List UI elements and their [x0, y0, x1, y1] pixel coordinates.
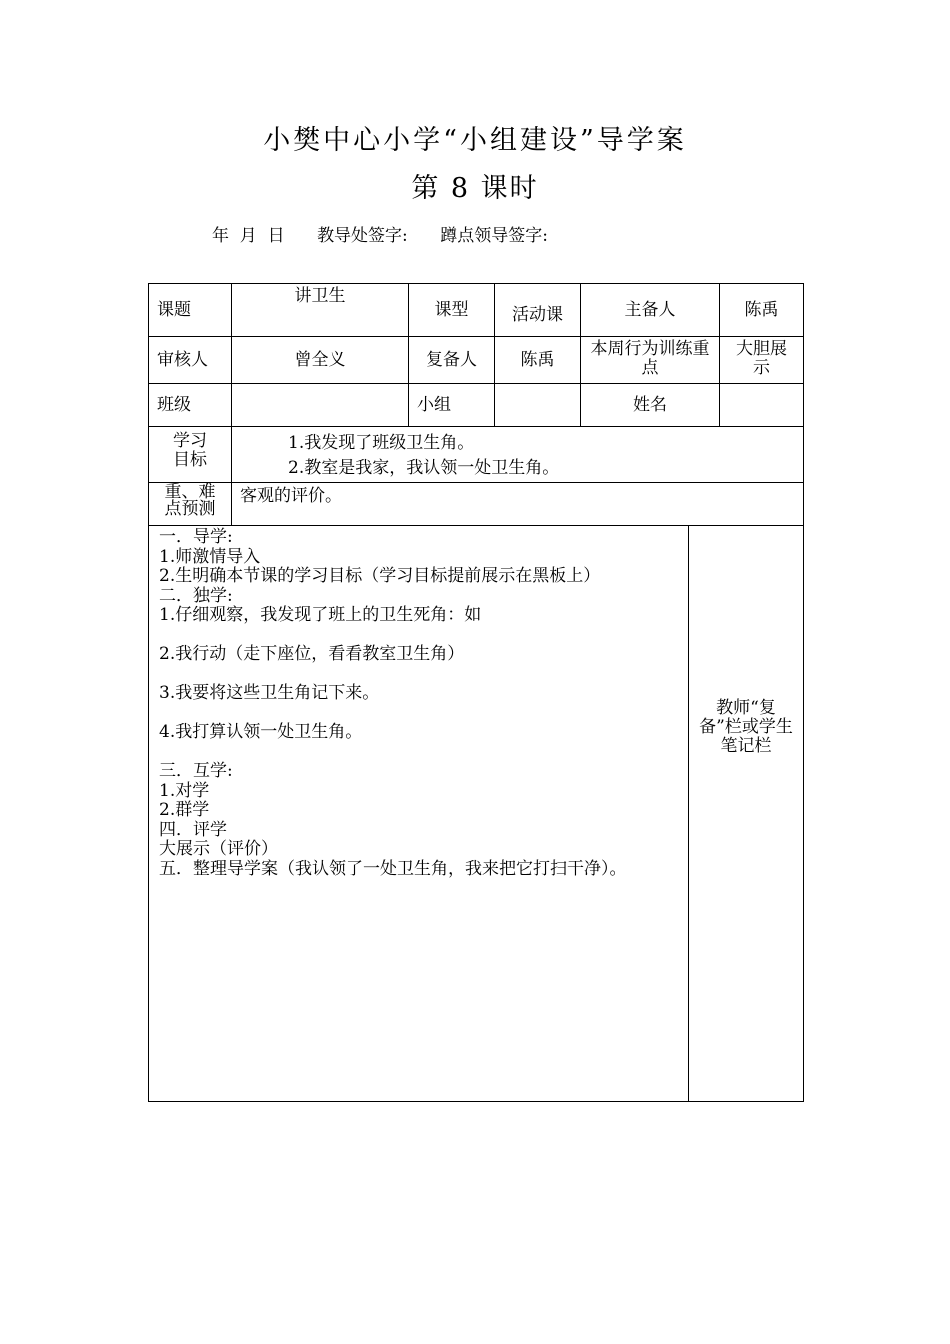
type-value: 活动课 — [495, 284, 581, 337]
blank-line — [159, 704, 688, 724]
content-lines — [149, 526, 688, 879]
group-value — [495, 384, 581, 427]
content-line: 2.生明确本节课的学习目标（学习目标提前展示在黑板上） — [159, 566, 601, 586]
lesson-plan-table — [148, 283, 804, 1102]
leader-sign-label: 蹲点领导签字: — [440, 226, 548, 246]
notes-label: 教师“复备”栏或学生笔记栏 — [699, 698, 793, 756]
lesson-number: 第 8 课时 — [411, 173, 539, 204]
table-row — [149, 384, 804, 427]
content-line: 五．整理导学案（我认领了一处卫生角，我来把它打扫干净）。 — [159, 858, 627, 879]
goal-item: 2.教室是我家，我认领一处卫生角。 — [288, 458, 560, 478]
table-row — [149, 483, 804, 526]
content-line: 4.我打算认领一处卫生角。 — [159, 722, 363, 742]
class-value — [232, 384, 409, 427]
lesson-content — [149, 526, 689, 1102]
table-row — [149, 526, 804, 1102]
content-line: 大展示（评价） — [159, 839, 278, 859]
content-line: 3.我要将这些卫生角记下来。 — [159, 683, 380, 703]
blank-line — [159, 665, 688, 685]
goal-item: 1.我发现了班级卫生角。 — [288, 433, 475, 453]
focus-value: 大胆展示 — [720, 337, 804, 384]
content-line: 四．评学 — [159, 819, 227, 840]
focus-label: 本周行为训练重点 — [581, 337, 720, 384]
preparer-value: 陈禹 — [720, 284, 804, 337]
co-preparer-label: 复备人 — [409, 337, 495, 384]
content-line: 2.群学 — [159, 800, 210, 820]
content-line: 二．独学: — [159, 585, 233, 606]
signature-line — [212, 221, 548, 246]
table-row — [149, 284, 804, 337]
table-row — [149, 337, 804, 384]
reviewer-value: 曾全义 — [232, 337, 409, 384]
content-line: 2.我行动（走下座位，看看教室卫生角） — [159, 644, 465, 664]
name-label: 姓名 — [581, 384, 720, 427]
notes-column — [689, 526, 804, 1102]
content-line: 三．互学: — [159, 761, 233, 781]
date-label: 年 月 日 — [212, 226, 285, 246]
reviewer-label: 审核人 — [149, 337, 232, 384]
topic-value: 讲卫生 — [232, 284, 409, 337]
blank-line — [159, 626, 688, 646]
goals-label: 学习目标 — [149, 427, 232, 483]
key-points-value: 客观的评价。 — [232, 483, 804, 526]
goals-list — [232, 427, 804, 483]
dean-sign-label: 教导处签字: — [317, 226, 408, 246]
name-value — [720, 384, 804, 427]
type-label: 课型 — [409, 284, 495, 337]
key-points-label: 重、难点预测 — [149, 483, 232, 526]
content-line: 1.仔细观察，我发现了班上的卫生死角：如 — [159, 605, 482, 625]
content-line: 1.师激情导入 — [159, 546, 261, 567]
preparer-label: 主备人 — [581, 284, 720, 337]
topic-label: 课题 — [149, 284, 232, 337]
blank-line — [159, 743, 688, 763]
group-label: 小组 — [409, 384, 495, 427]
table-row — [149, 427, 804, 483]
content-line: 1.对学 — [159, 780, 210, 801]
class-label: 班级 — [149, 384, 232, 427]
document-title: 小樊中心小学“小组建设”导学案 — [263, 125, 687, 156]
content-line: 一．导学: — [159, 527, 233, 547]
co-preparer-value: 陈禹 — [495, 337, 581, 384]
